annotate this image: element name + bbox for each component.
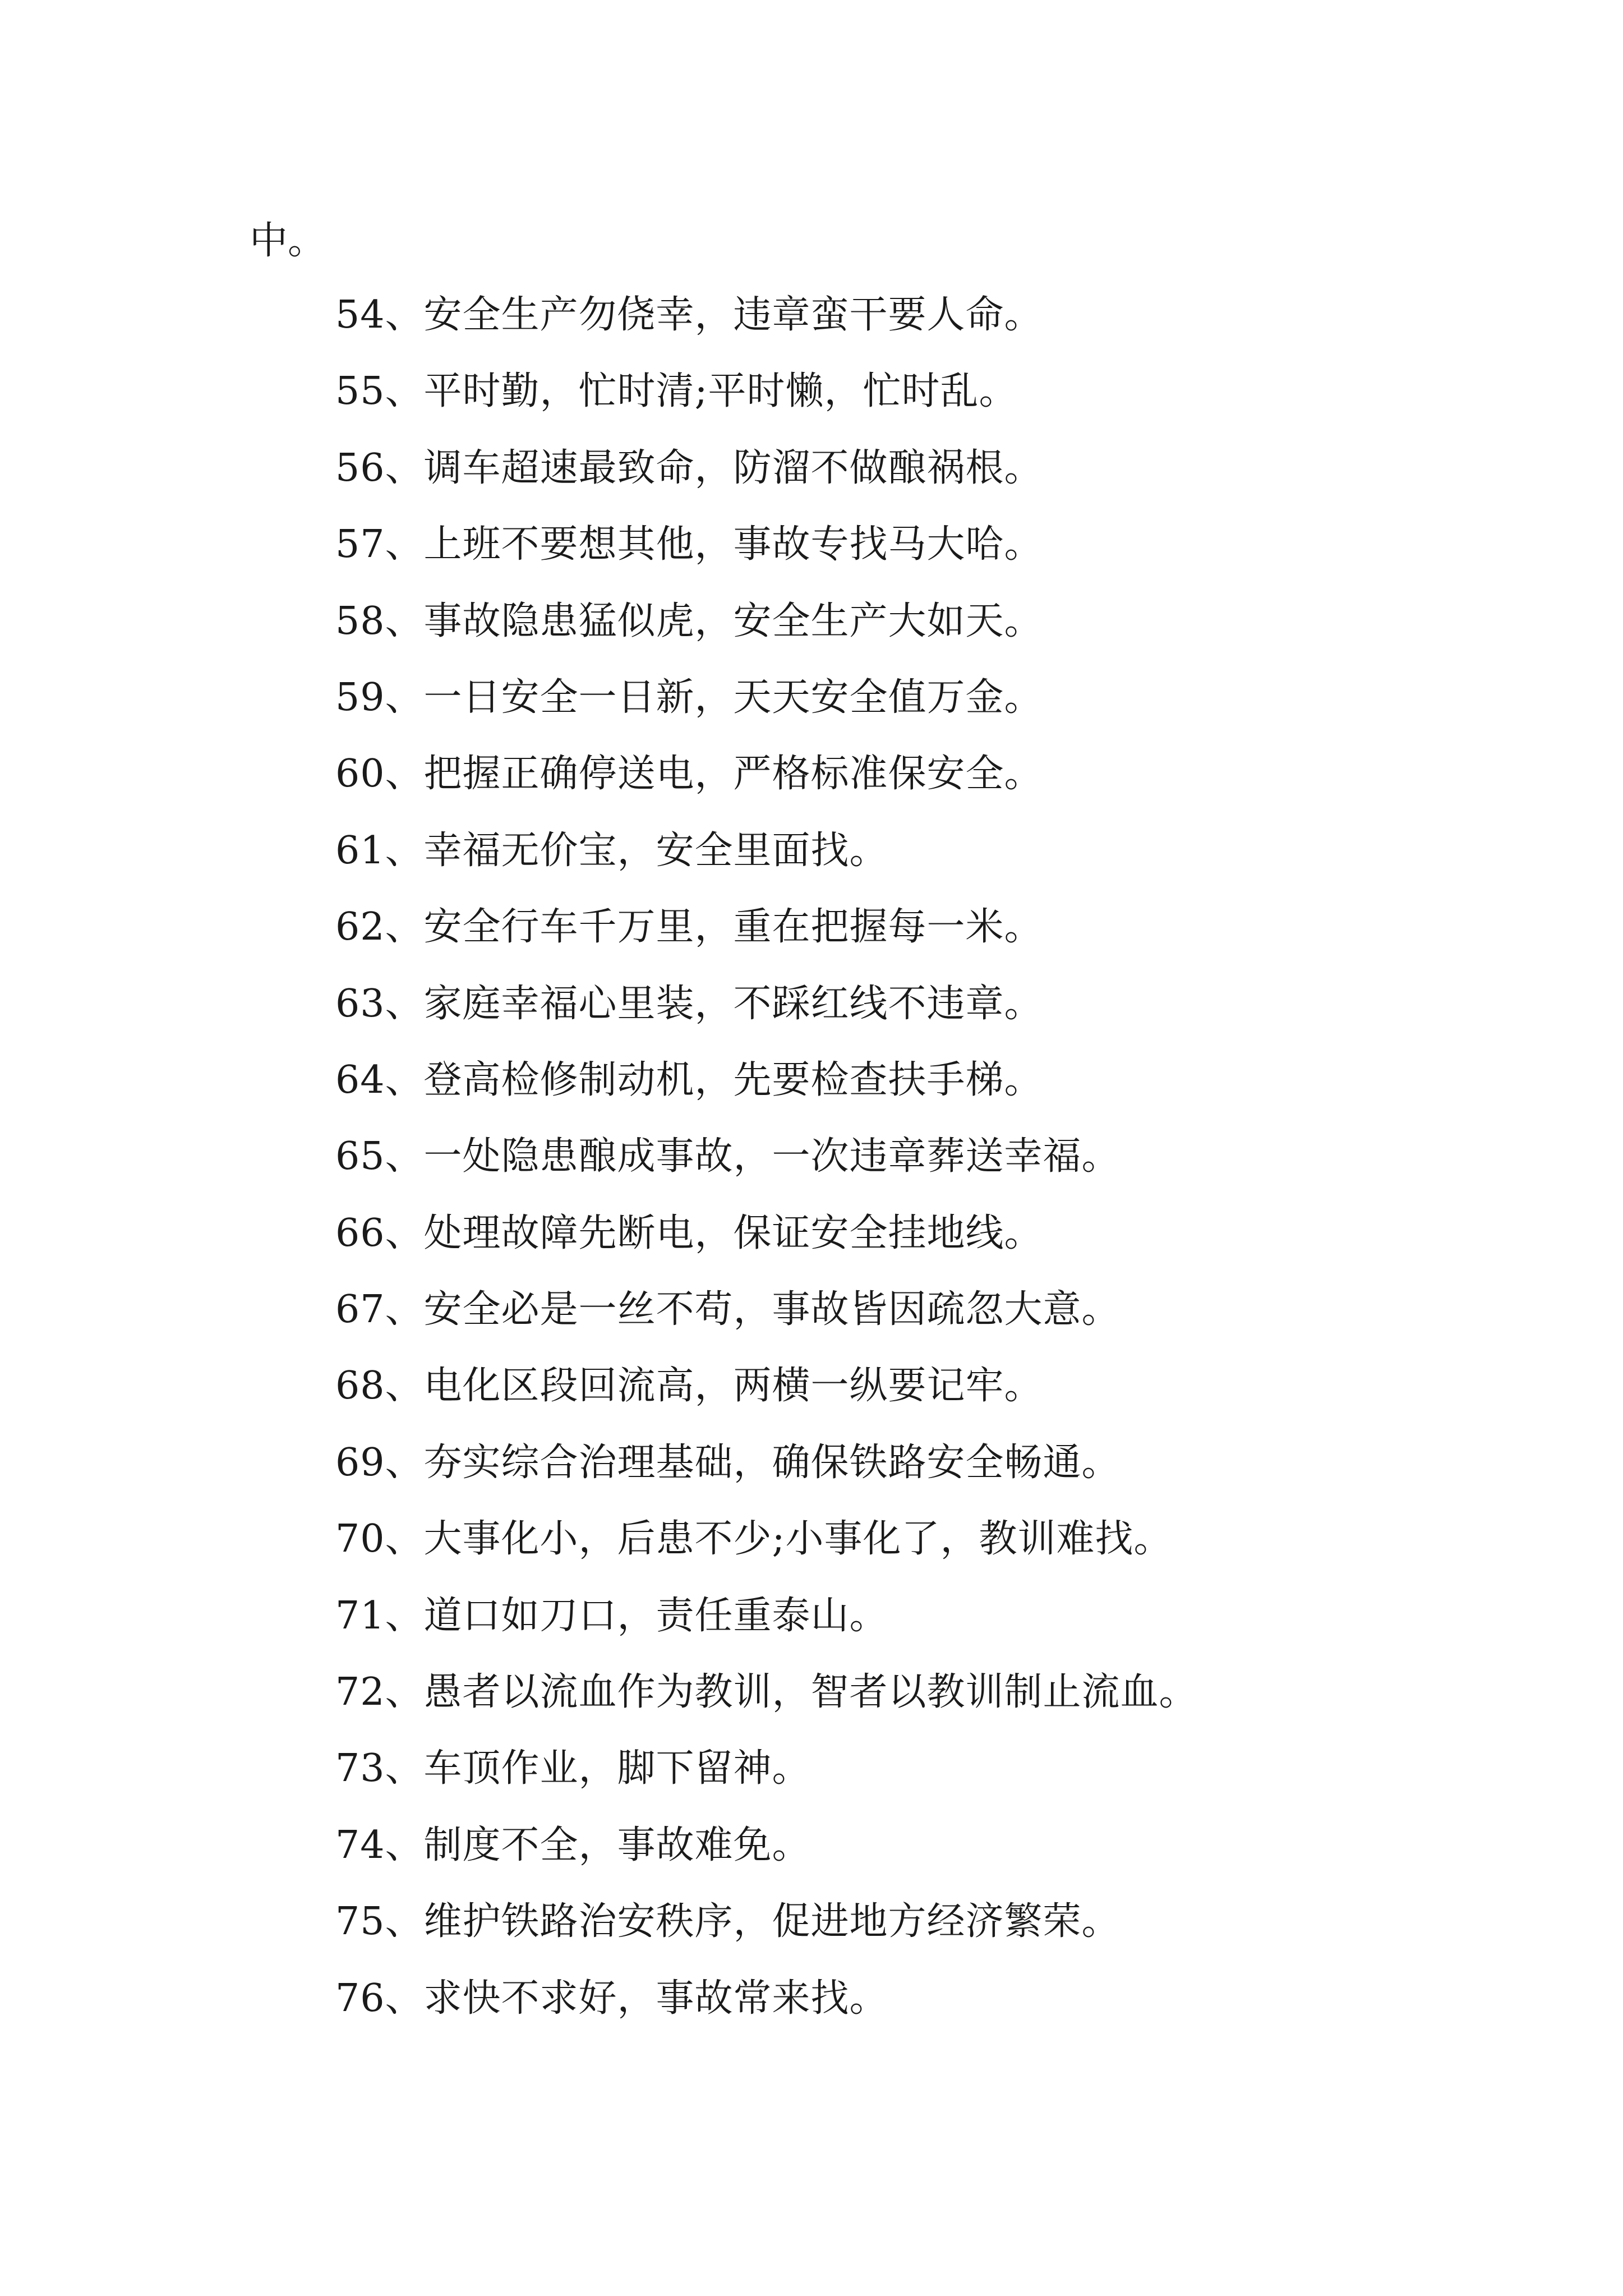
list-item: 75、维护铁路治安秩序，促进地方经济繁荣。: [335, 1899, 1121, 1944]
list-item: 57、上班不要想其他，事故专找马大哈。: [335, 522, 1043, 567]
list-item: 76、求快不求好，事故常来找。: [335, 1976, 888, 2021]
list-item: 58、事故隐患猛似虎，安全生产大如天。: [335, 599, 1043, 643]
list-item: 71、道口如刀口，责任重泰山。: [335, 1593, 888, 1638]
list-item: 59、一日安全一日新，天天安全值万金。: [335, 675, 1043, 720]
list-item: 61、幸福无价宝，安全里面找。: [335, 828, 888, 873]
list-item: 69、夯实综合治理基础，确保铁路安全畅通。: [335, 1440, 1121, 1485]
list-item: 63、家庭幸福心里装，不踩红线不违章。: [335, 981, 1043, 1026]
list-item: 62、安全行车千万里，重在把握每一米。: [335, 905, 1043, 950]
list-item: 64、登高检修制动机，先要检查扶手梯。: [335, 1057, 1043, 1102]
slogan-list: [335, 293, 1198, 2053]
list-item: 74、制度不全，事故难免。: [335, 1823, 811, 1867]
list-item: 70、大事化小，后患不少;小事化了，教训难找。: [335, 1517, 1173, 1562]
list-item: 66、处理故障先断电，保证安全挂地线。: [335, 1211, 1043, 1255]
list-item: 67、安全必是一丝不苟，事故皆因疏忽大意。: [335, 1287, 1121, 1332]
list-item: 68、电化区段回流高，两横一纵要记牢。: [335, 1364, 1043, 1409]
list-item: 56、调车超速最致命，防溜不做酿祸根。: [335, 445, 1043, 490]
list-item: 72、愚者以流血作为教训，智者以教训制止流血。: [335, 1670, 1198, 1715]
list-item: 60、把握正确停送电，严格标准保安全。: [335, 752, 1043, 797]
list-item: 55、平时勤，忙时清;平时懒，忙时乱。: [335, 369, 1018, 414]
continuation-text: 中。: [250, 219, 326, 263]
list-item: 65、一处隐患酿成事故，一次违章葬送幸福。: [335, 1134, 1121, 1179]
list-item: 54、安全生产勿侥幸，违章蛮干要人命。: [335, 293, 1043, 337]
list-item: 73、车顶作业，脚下留神。: [335, 1746, 811, 1791]
